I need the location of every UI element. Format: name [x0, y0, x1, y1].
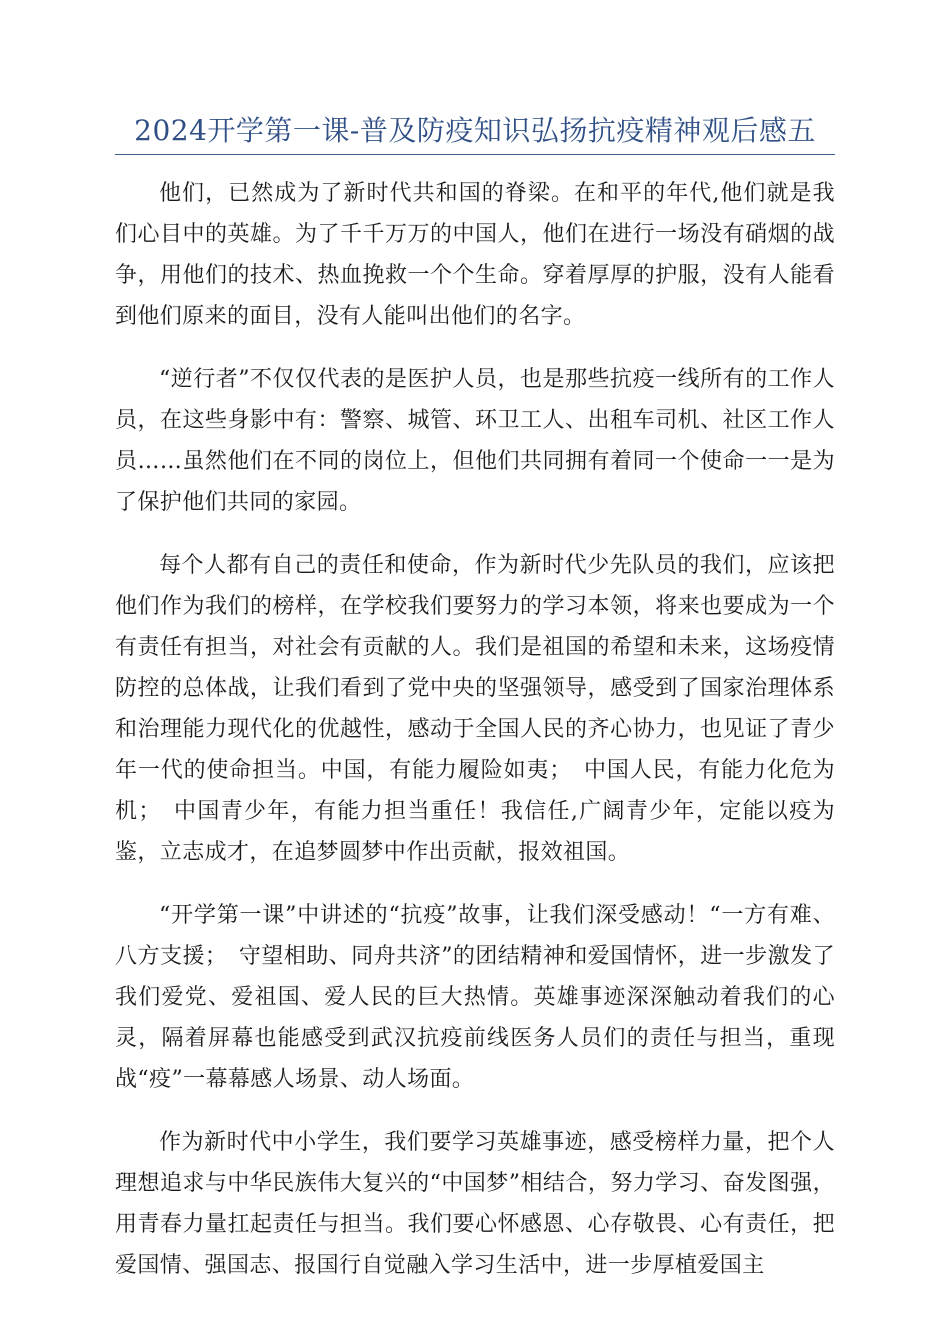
document-body [115, 173, 835, 1308]
document-title: 2024开学第一课-普及防疫知识弘扬抗疫精神观后感五 [134, 114, 816, 147]
paragraph-5: 作为新时代中小学生，我们要学习英雄事迹，感受榜样力量，把个人理想追求与中华民族伟大复兴的“中国梦”相结合，努力学习、奋发图强，用青春力量扛起责任与担当。我们要心怀感恩、心存敬畏、心有责任，把爱国情、强国志、报国行自觉融入学习生活中，进一步厚植爱国主 [115, 1130, 835, 1278]
paragraph-2: “逆行者”不仅仅代表的是医护人员，也是那些抗疫一线所有的工作人员，在这些身影中有：警察、城管、环卫工人、出租车司机、社区工作人员……虽然他们在不同的岗位上，但他们共同拥有着同一个使命一一是为了保护他们共同的家园。 [115, 367, 835, 515]
paragraph-3: 每个人都有自己的责任和使命，作为新时代少先队员的我们，应该把他们作为我们的榜样，在学校我们要努力的学习本领，将来也要成为一个有责任有担当，对社会有贡献的人。我们是祖国的希望和未来，这场疫情防控的总体战，让我们看到了党中央的坚强领导，感受到了国家治理体系和治理能力现代化的优越性，感动于全国人民的齐心协力，也见证了青少年一代的使命担当。中国，有能力履险如夷； 中国人民，有能力化危为机； 中国青少年，有能力担当重任！我信任,广阔青少年，定能以疫为鉴，立志成才，在追梦圆梦中作出贡献，报效祖国。 [115, 553, 835, 865]
title-block [115, 112, 835, 155]
paragraph-1: 他们，已然成为了新时代共和国的脊梁。在和平的年代,他们就是我们心目中的英雄。为了千千万万的中国人，他们在进行一场没有硝烟的战争，用他们的技术、热血挽救一个个生命。穿着厚厚的护服，没有人能看到他们原来的面目，没有人能叫出他们的名字。 [115, 181, 835, 329]
paragraph-4: “开学第一课”中讲述的“抗疫”故事，让我们深受感动！“一方有难、八方支援； 守望相助、同舟共济”的团结精神和爱国情怀，进一步激发了我们爱党、爱祖国、爱人民的巨大热情。英雄事迹深深触动着我们的心灵，隔着屏幕也能感受到武汉抗疫前线医务人员们的责任与担当，重现战“疫”一幕幕感人场景、动人场面。 [115, 903, 835, 1092]
